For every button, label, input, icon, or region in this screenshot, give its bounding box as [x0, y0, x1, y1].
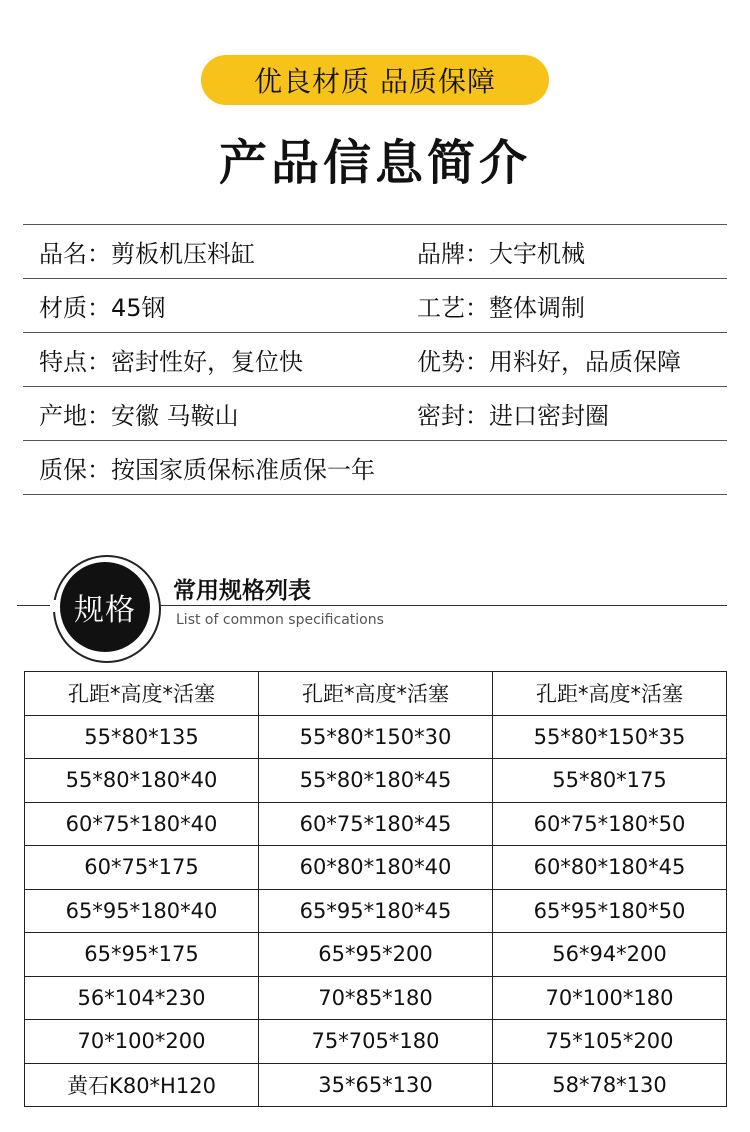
- spec-cell: 65*95*180*45: [259, 889, 493, 933]
- spec-subtitle: List of common specifications: [176, 612, 384, 628]
- spec-cell: 56*104*230: [25, 976, 259, 1020]
- spec-row: [25, 933, 727, 977]
- spec-row: [25, 1063, 727, 1107]
- page-title: 产品信息简介: [218, 135, 531, 191]
- spec-header-row: [25, 672, 727, 716]
- spec-cell: 60*75*175: [25, 846, 259, 890]
- spec-cell: 70*100*180: [493, 976, 727, 1020]
- spec-cell: 75*105*200: [493, 1020, 727, 1064]
- info-cell-seal: 密封：进口密封圈: [417, 402, 609, 430]
- info-row: [23, 279, 727, 333]
- spec-row: [25, 889, 727, 933]
- spec-row: [25, 759, 727, 803]
- quality-badge: 优良材质 品质保障: [201, 55, 549, 105]
- spec-table: [24, 671, 727, 1107]
- info-row: [23, 225, 727, 279]
- spec-cell: 60*75*180*50: [493, 802, 727, 846]
- info-row: [23, 441, 727, 495]
- info-cell-process: 工艺：整体调制: [417, 294, 585, 322]
- spec-cell: 55*80*180*45: [259, 759, 493, 803]
- info-cell-warranty: 质保：按国家质保标准质保一年: [39, 456, 375, 484]
- spec-cell: 60*80*180*40: [259, 846, 493, 890]
- spec-row: [25, 976, 727, 1020]
- spec-section-header: [0, 550, 750, 660]
- spec-cell: 65*95*180*40: [25, 889, 259, 933]
- info-cell-features: 特点：密封性好，复位快: [39, 348, 303, 376]
- spec-cell: 58*78*130: [493, 1063, 727, 1107]
- spec-column-header: 孔距*高度*活塞: [25, 672, 259, 716]
- info-cell-advantage: 优势：用料好，品质保障: [417, 348, 681, 376]
- spec-cell: 65*95*200: [259, 933, 493, 977]
- spec-cell: 65*95*175: [25, 933, 259, 977]
- info-row: [23, 387, 727, 441]
- spec-cell: 70*100*200: [25, 1020, 259, 1064]
- spec-cell: 60*75*180*45: [259, 802, 493, 846]
- spec-row: [25, 846, 727, 890]
- spec-column-header: 孔距*高度*活塞: [259, 672, 493, 716]
- spec-cell: 60*80*180*45: [493, 846, 727, 890]
- spec-title: 常用规格列表: [173, 578, 311, 604]
- spec-cell: 55*80*150*35: [493, 715, 727, 759]
- spec-row: [25, 1020, 727, 1064]
- spec-cell: 75*705*180: [259, 1020, 493, 1064]
- spec-cell: 55*80*150*30: [259, 715, 493, 759]
- info-cell-origin: 产地：安徽 马鞍山: [39, 402, 239, 430]
- spec-cell: 65*95*180*50: [493, 889, 727, 933]
- spec-cell: 黄石K80*H120: [25, 1063, 259, 1107]
- spec-cell: 55*80*180*40: [25, 759, 259, 803]
- spec-cell: 56*94*200: [493, 933, 727, 977]
- spec-row: [25, 802, 727, 846]
- info-cell-name: 品名：剪板机压料缸: [39, 240, 255, 268]
- spec-cell: 55*80*175: [493, 759, 727, 803]
- product-info-table: [23, 224, 727, 495]
- info-cell-brand: 品牌：大宇机械: [417, 240, 585, 268]
- spec-cell: 55*80*135: [25, 715, 259, 759]
- info-cell-material: 材质：45钢: [39, 294, 166, 322]
- spec-row: [25, 715, 727, 759]
- spec-cell: 35*65*130: [259, 1063, 493, 1107]
- ring-gap: [50, 600, 58, 612]
- spec-circle-label: 规格: [60, 562, 150, 652]
- spec-cell: 70*85*180: [259, 976, 493, 1020]
- spec-cell: 60*75*180*40: [25, 802, 259, 846]
- info-row: [23, 333, 727, 387]
- spec-column-header: 孔距*高度*活塞: [493, 672, 727, 716]
